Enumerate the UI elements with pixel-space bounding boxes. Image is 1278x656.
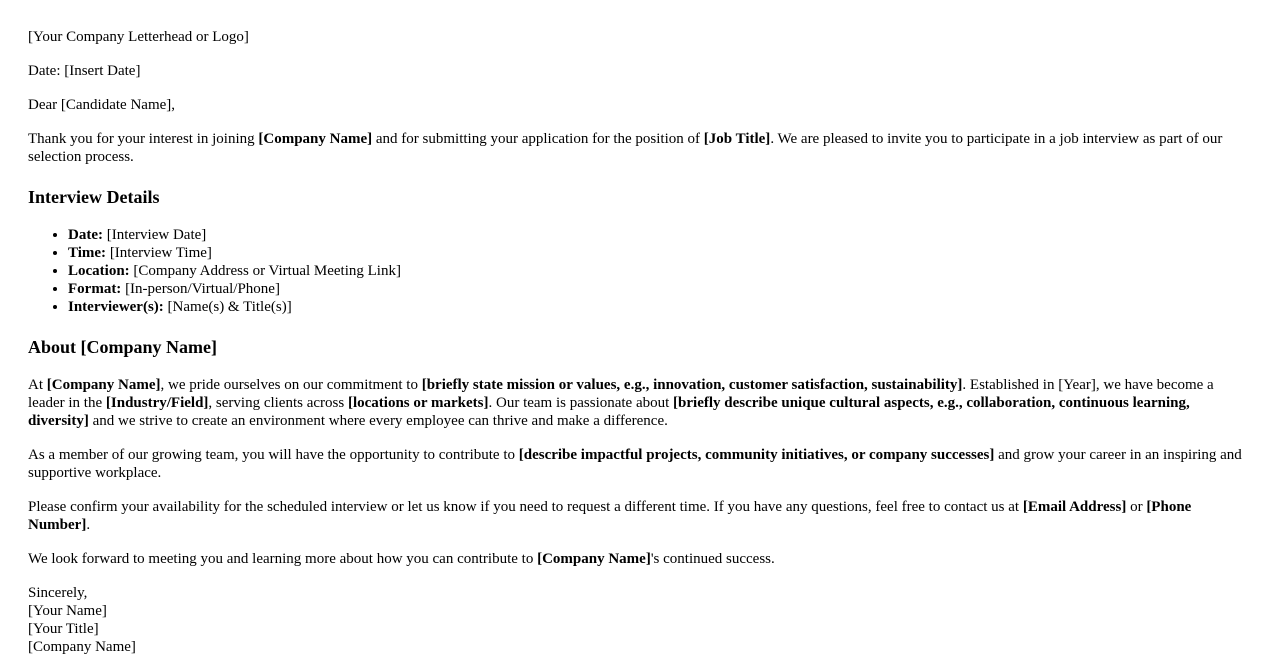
letter-date: Date: [Insert Date]	[28, 63, 141, 79]
closing-text: We look forward to meeting you and learning more about how you can contribute to	[28, 551, 538, 567]
contact-phone: [Phone Number]	[28, 499, 1192, 533]
detail-item-interviewers	[68, 298, 1250, 316]
detail-label: Interviewer(s):	[68, 299, 164, 315]
intro-company-name: [Company Name]	[258, 131, 373, 147]
interview-details-list	[28, 226, 1250, 316]
about-text: and we strive to create an environment where every employee can thrive and make a difference.	[88, 413, 668, 429]
signoff: Sincerely,	[28, 585, 88, 601]
detail-value: [In-person/Virtual/Phone]	[121, 281, 280, 297]
detail-item-date	[68, 226, 1250, 244]
contact-email: [Email Address]	[1022, 499, 1127, 515]
confirmation-text: .	[86, 517, 91, 533]
intro-text-1: Thank you for your interest in joining	[28, 131, 259, 147]
about-company-heading: About [Company Name]	[28, 337, 217, 357]
detail-item-time	[68, 244, 1250, 262]
closing-text: 's continued success.	[650, 551, 775, 567]
about-text: . Our team is passionate about	[488, 395, 674, 411]
signer-title: [Your Title]	[28, 621, 99, 637]
about-bold: [Industry/Field]	[105, 395, 209, 411]
closing-paragraph	[28, 550, 1250, 568]
signature-block	[28, 584, 1250, 656]
about-bold: [briefly state mission or values, e.g., innovation, customer satisfaction, sustainability]	[421, 377, 963, 393]
about-text: . Established in [Year], we have become a leader in the	[28, 377, 1214, 411]
detail-value: [Name(s) & Title(s)]	[163, 299, 292, 315]
detail-label: Location:	[68, 263, 130, 279]
opportunity-text: As a member of our growing team, you will have the opportunity to contribute to	[28, 447, 519, 463]
detail-value: [Interview Time]	[106, 245, 212, 261]
closing-company-name: [Company Name]	[537, 551, 651, 567]
signer-company: [Company Name]	[28, 639, 136, 655]
salutation: Dear [Candidate Name],	[28, 97, 176, 113]
about-bold: [briefly describe unique cultural aspects, e.g., collaboration, continuous learning, diversity]	[28, 395, 1190, 429]
detail-label: Format:	[68, 281, 122, 297]
intro-text-3: . We are pleased to invite you to participate in a job interview as part of our selection process.	[28, 131, 1223, 165]
about-text: At	[28, 377, 47, 393]
intro-paragraph	[28, 130, 1250, 166]
letterhead: [Your Company Letterhead or Logo]	[28, 29, 249, 45]
confirmation-paragraph	[28, 498, 1250, 534]
interview-details-heading: Interview Details	[28, 187, 160, 207]
detail-value: [Company Address or Virtual Meeting Link]	[129, 263, 401, 279]
detail-item-format	[68, 280, 1250, 298]
opportunity-text: and grow your career in an inspiring and supportive workplace.	[28, 447, 1242, 481]
about-paragraph	[28, 376, 1250, 430]
about-text: , we pride ourselves on our commitment to	[160, 377, 422, 393]
about-bold: [locations or markets]	[347, 395, 489, 411]
detail-label: Time:	[68, 245, 107, 261]
opportunity-paragraph	[28, 446, 1250, 482]
opportunity-bold: [describe impactful projects, community initiatives, or company successes]	[518, 447, 995, 463]
about-text: , serving clients across	[208, 395, 348, 411]
confirmation-text: or	[1126, 499, 1147, 515]
detail-label: Date:	[68, 227, 103, 243]
about-bold: [Company Name]	[46, 377, 161, 393]
signer-name: [Your Name]	[28, 603, 107, 619]
detail-item-location	[68, 262, 1250, 280]
detail-value: [Interview Date]	[102, 227, 207, 243]
confirmation-text: Please confirm your availability for the scheduled interview or let us know if you need to request a different time. If you have any questions, feel free to contact us at	[28, 499, 1023, 515]
intro-text-2: and for submitting your application for the position of	[372, 131, 704, 147]
intro-job-title: [Job Title]	[703, 131, 771, 147]
